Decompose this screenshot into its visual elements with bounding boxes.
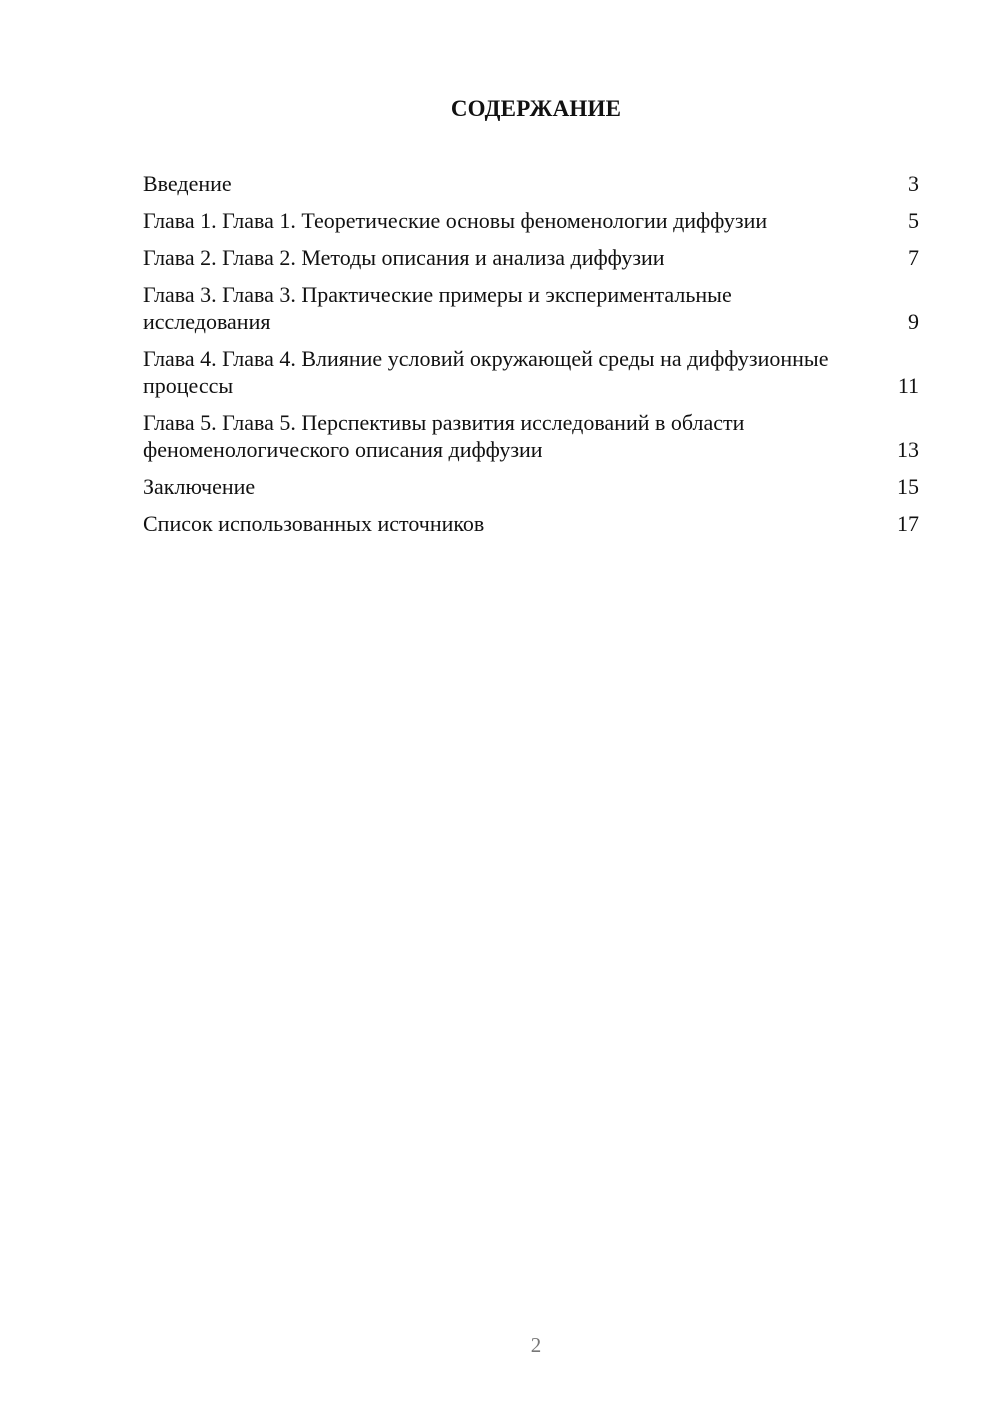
toc-entry-label: Глава 4. Глава 4. Влияние условий окружающей среды на диффузионные процессы xyxy=(143,346,829,398)
toc-entry-label: Глава 1. Глава 1. Теоретические основы феноменологии диффузии xyxy=(143,208,768,233)
page-title: СОДЕРЖАНИЕ xyxy=(450,96,622,121)
table-of-contents xyxy=(143,170,919,547)
toc-entry-chapter-4 xyxy=(143,345,919,399)
toc-entry-label: Глава 5. Глава 5. Перспективы развития исследований в области феноменологического описания диффузии xyxy=(143,410,745,462)
toc-entry-label: Глава 3. Глава 3. Практические примеры и экспериментальные исследования xyxy=(143,282,732,334)
toc-entry-page-number: 17 xyxy=(897,511,919,536)
toc-entry-label: Глава 2. Глава 2. Методы описания и анализа диффузии xyxy=(143,245,665,270)
toc-entry-chapter-1 xyxy=(143,207,919,234)
toc-entry-introduction xyxy=(143,170,919,197)
toc-entry-page-number: 5 xyxy=(908,208,919,233)
toc-entry-chapter-2 xyxy=(143,244,919,271)
toc-entry-page-number: 3 xyxy=(908,171,919,196)
toc-entry-chapter-5 xyxy=(143,409,919,463)
toc-entry-page-number: 7 xyxy=(908,245,919,270)
page-number: 2 xyxy=(530,1333,542,1357)
toc-entry-page-number: 13 xyxy=(897,437,919,462)
toc-entry-label: Введение xyxy=(143,171,232,196)
toc-entry-page-number: 11 xyxy=(897,373,919,398)
toc-entry-conclusion xyxy=(143,473,919,500)
toc-entry-label: Список использованных источников xyxy=(143,511,485,536)
toc-entry-page-number: 9 xyxy=(908,309,919,334)
toc-entry-label: Заключение xyxy=(143,474,256,499)
toc-entry-references xyxy=(143,510,919,537)
toc-entry-chapter-3 xyxy=(143,281,919,335)
toc-entry-page-number: 15 xyxy=(897,474,919,499)
